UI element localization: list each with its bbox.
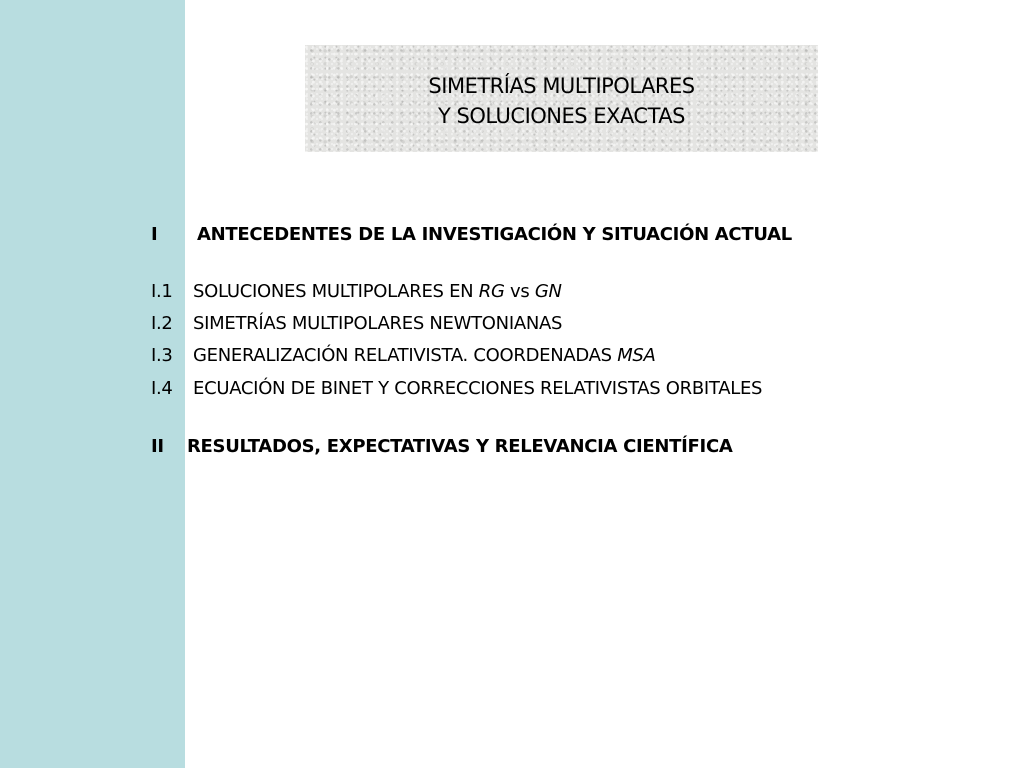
item-number: I.3 [151, 345, 173, 366]
section-I-heading [151, 224, 792, 246]
item-text: SOLUCIONES MULTIPOLARES EN [193, 281, 479, 302]
item-em-gn: GN [534, 281, 562, 302]
item-mid-vs: vs [504, 281, 535, 302]
section-II-heading [151, 436, 733, 458]
title-line-1: SIMETRÍAS MULTIPOLARES [428, 74, 695, 98]
item-I-1 [151, 281, 562, 303]
title-line-2: Y SOLUCIONES EXACTAS [438, 104, 685, 128]
section-I-number: I [151, 224, 158, 245]
section-I-title: ANTECEDENTES DE LA INVESTIGACIÓN Y SITUACIÓN ACTUAL [197, 224, 792, 245]
item-em-rg: RG [478, 281, 505, 302]
item-em-msa: MSA [617, 345, 656, 366]
item-text: SIMETRÍAS MULTIPOLARES NEWTONIANAS [193, 313, 563, 334]
item-number: I.4 [151, 378, 173, 399]
section-II-number: II [151, 436, 164, 457]
item-number: I.1 [151, 281, 173, 302]
item-I-4 [151, 378, 762, 400]
item-I-3 [151, 345, 656, 367]
title-box [305, 45, 818, 152]
item-text: GENERALIZACIÓN RELATIVISTA. COORDENADAS [193, 345, 618, 366]
item-I-2 [151, 313, 562, 335]
section-II-title: RESULTADOS, EXPECTATIVAS Y RELEVANCIA CIENTÍFICA [187, 436, 733, 457]
item-number: I.2 [151, 313, 173, 334]
item-text: ECUACIÓN DE BINET Y CORRECCIONES RELATIVISTAS ORBITALES [193, 378, 763, 399]
